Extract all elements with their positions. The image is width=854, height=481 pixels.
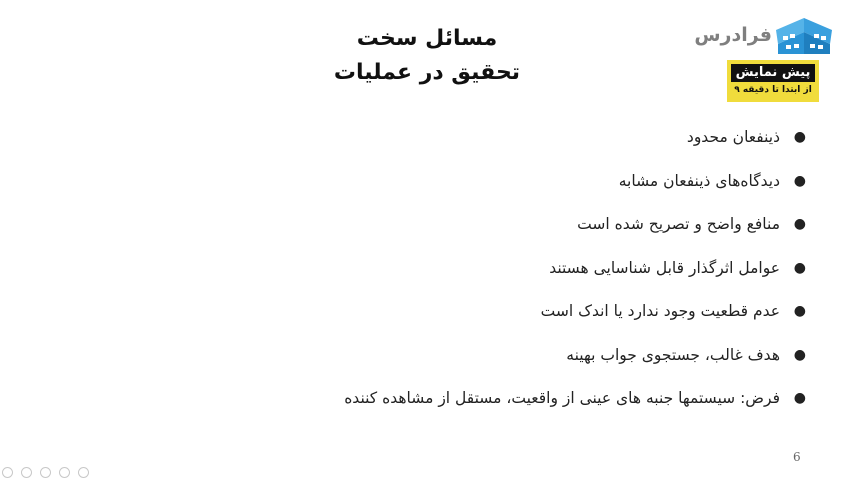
list-item: ● عدم قطعیت وجود ندارد یا اندک است (300, 296, 810, 340)
bullet-icon: ● (793, 390, 806, 406)
menu-icon[interactable] (78, 467, 89, 478)
list-item: ● هدف غالب، جستجوی جواب بهینه (300, 340, 810, 384)
badge-sub-label: از ابتدا تا دقیقه ۹ (734, 85, 812, 95)
logo-text: فرادرس (694, 24, 772, 46)
title-line-1: مسائل سخت (356, 26, 498, 51)
bullet-icon: ● (793, 259, 806, 276)
slide-title (300, 22, 554, 90)
badge-main-label: پیش نمایش (731, 64, 815, 82)
list-item: ● فرض: سیستمها جنبه های عینی از واقعیت، مستقل از مشاهده کننده (300, 383, 810, 427)
zoom-icon[interactable] (59, 467, 70, 478)
page-number: 6 (793, 450, 801, 464)
title-line-2: تحقیق در عملیات (333, 60, 521, 85)
list-item: ● منافع واضح و تصریح شده است (300, 209, 810, 253)
slideshow-controls (2, 462, 92, 476)
book-logo-icon (774, 14, 834, 58)
preview-badge (727, 60, 819, 102)
bullet-icon: ● (793, 172, 806, 189)
list-item: ● دیدگاه‌های ذینفعان مشابه (300, 166, 810, 210)
bullet-icon: ● (793, 129, 806, 145)
pen-icon[interactable] (40, 467, 51, 478)
bullet-icon: ● (793, 303, 806, 319)
bullet-icon: ● (793, 346, 806, 363)
list-item: ● ذینفعان محدود (300, 122, 810, 166)
next-icon[interactable] (21, 467, 32, 478)
bullet-icon: ● (793, 216, 806, 232)
list-item: ● عوامل اثرگذار قابل شناسایی هستند (300, 253, 810, 297)
previous-icon[interactable] (2, 467, 13, 478)
faradars-logo (694, 14, 834, 58)
bullet-list (300, 122, 810, 427)
